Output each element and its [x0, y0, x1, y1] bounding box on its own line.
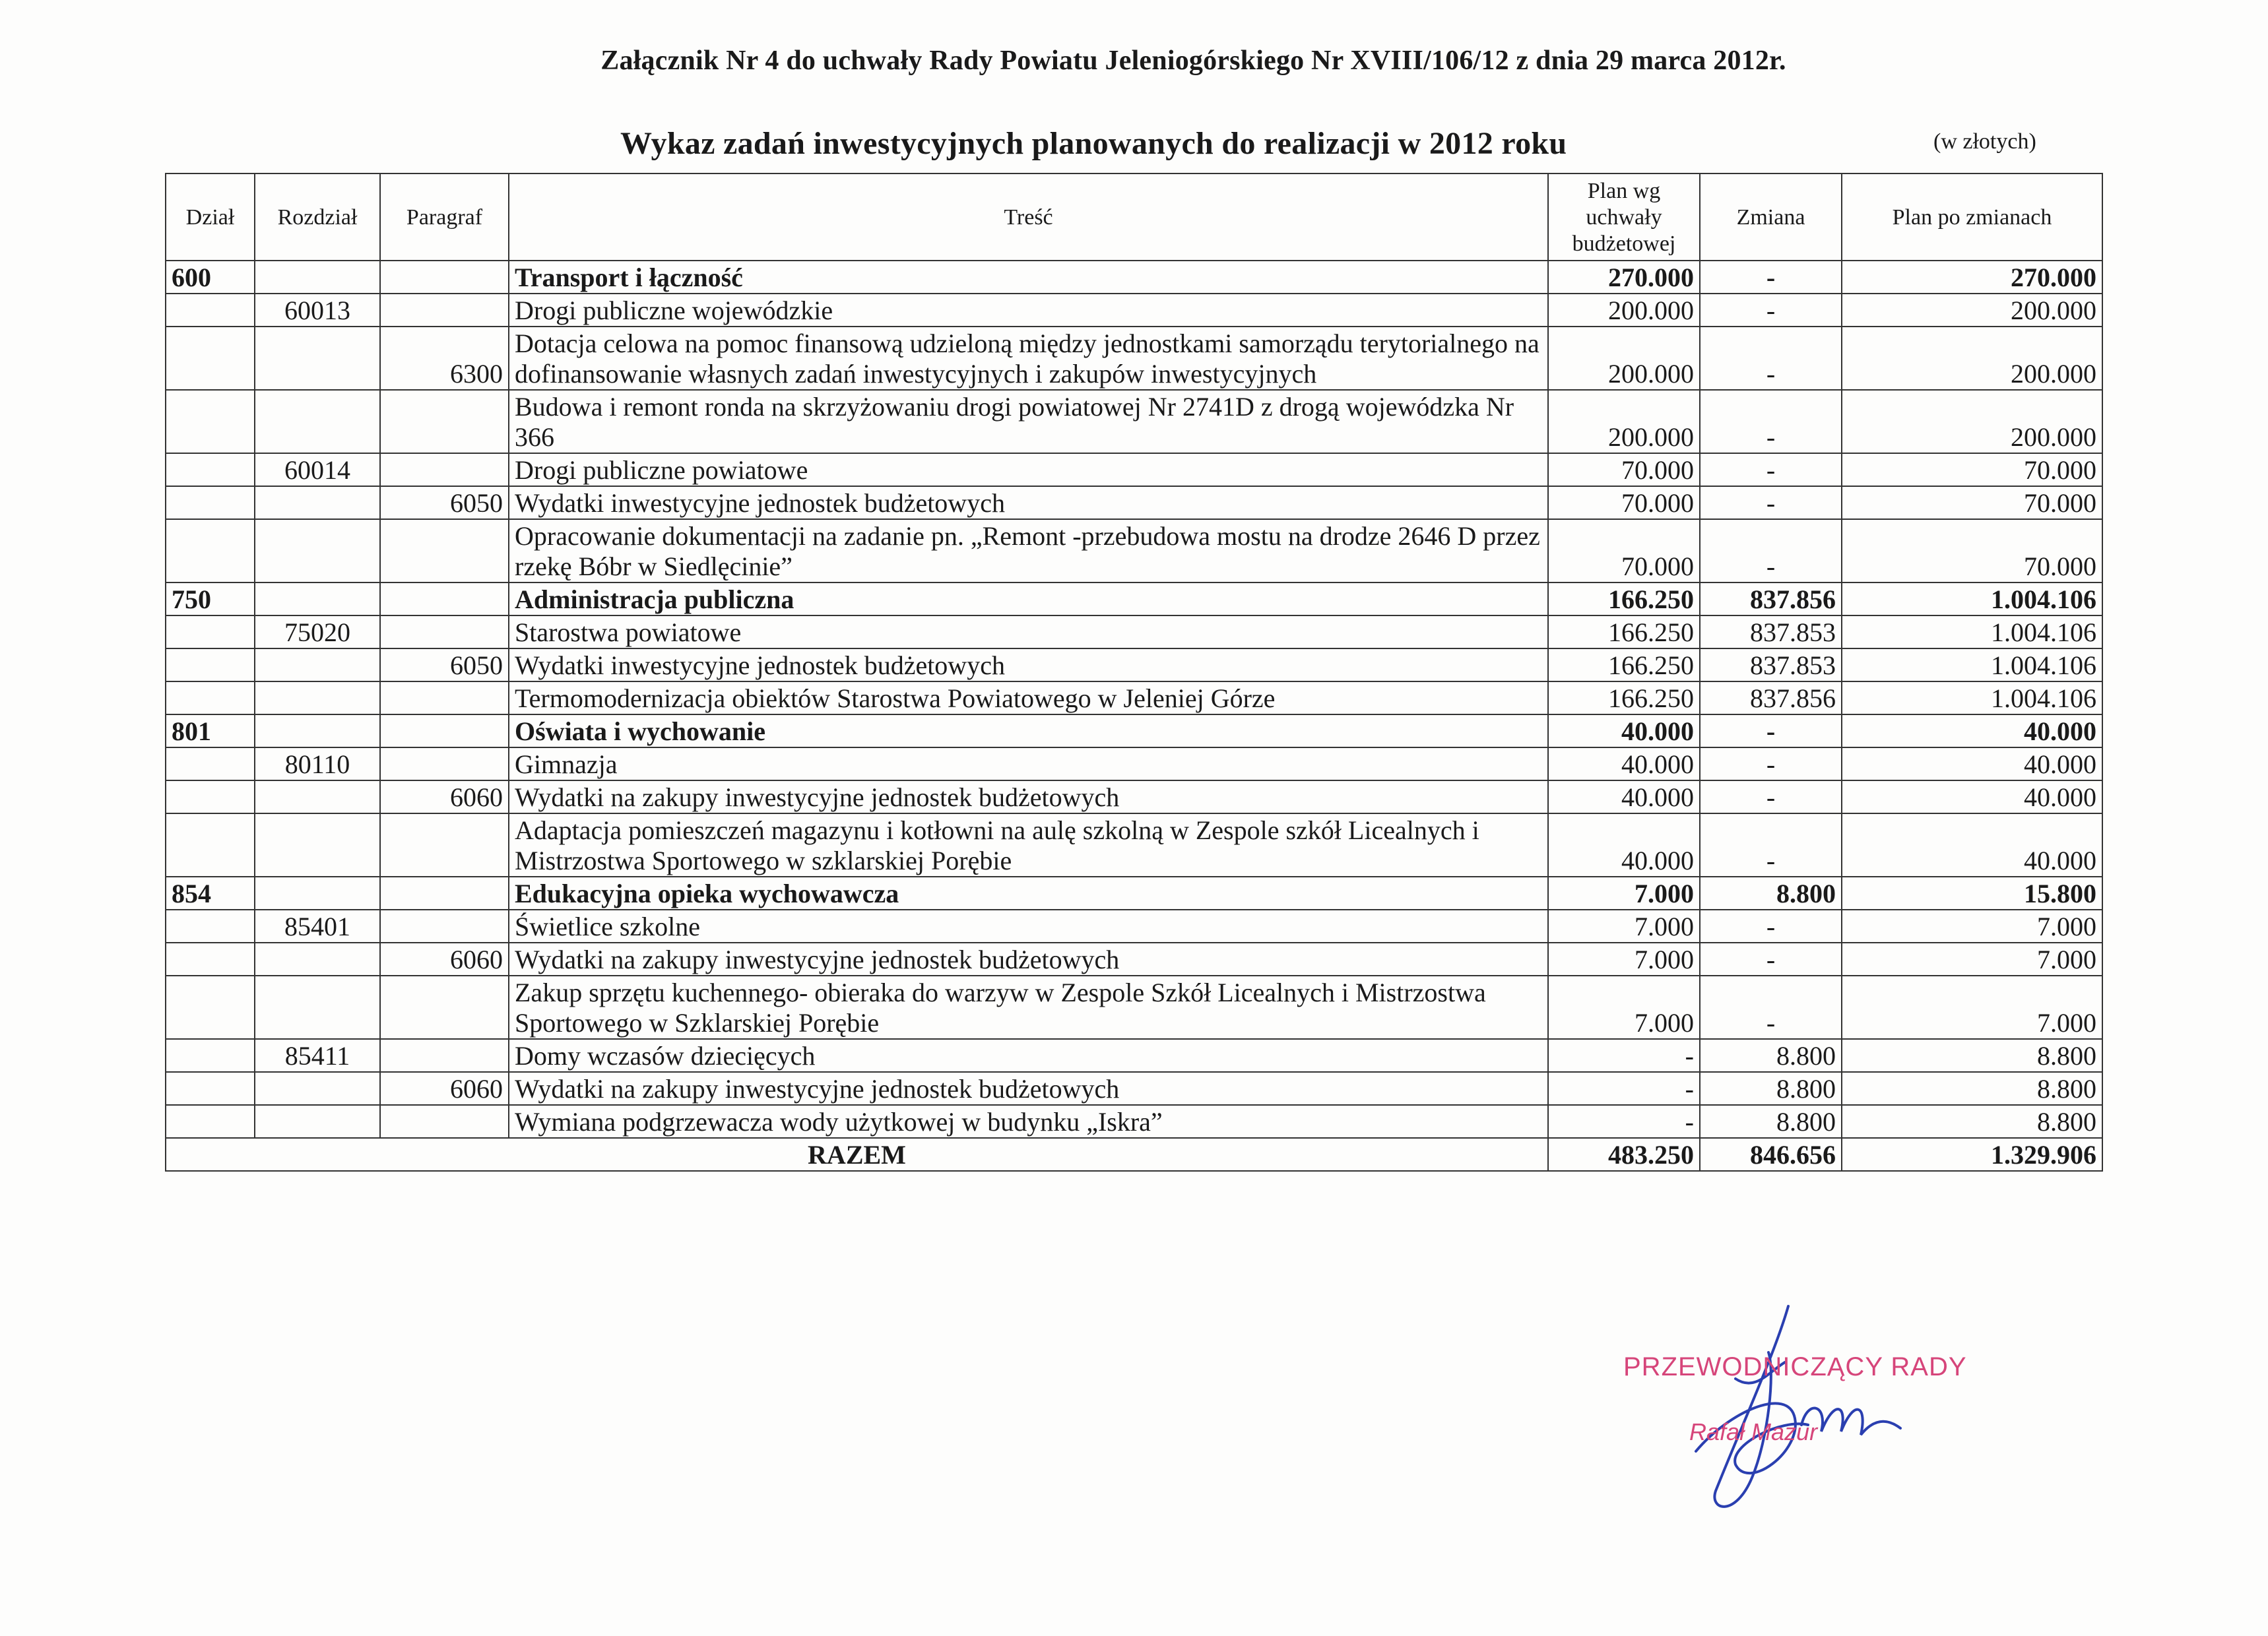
- cell-dzial: [166, 976, 255, 1039]
- cell-dzial: [166, 813, 255, 877]
- table-row: [166, 714, 2102, 747]
- cell-rozdzial: [255, 1105, 380, 1138]
- cell-dzial: [166, 294, 255, 327]
- cell-paragraf: [380, 714, 509, 747]
- table-row: [166, 780, 2102, 813]
- cell-tresc: Wydatki na zakupy inwestycyjne jednostek budżetowych: [509, 943, 1548, 976]
- cell-po-zmianach: 40.000: [1842, 813, 2102, 877]
- cell-plan: 7.000: [1548, 943, 1700, 976]
- signature-stroke: [1696, 1306, 1900, 1507]
- cell-plan: 166.250: [1548, 648, 1700, 681]
- cell-paragraf: 6050: [380, 486, 509, 519]
- cell-po-zmianach: 1.004.106: [1842, 615, 2102, 648]
- cell-po-zmianach: 200.000: [1842, 390, 2102, 453]
- header-tresc: Treść: [509, 173, 1548, 261]
- table-row: [166, 327, 2102, 390]
- cell-zmiana: 8.800: [1700, 1039, 1842, 1072]
- cell-zmiana: 8.800: [1700, 1072, 1842, 1105]
- table-row: [166, 681, 2102, 714]
- cell-plan: 166.250: [1548, 615, 1700, 648]
- table-row: [166, 453, 2102, 486]
- table-row: [166, 519, 2102, 582]
- header-plan-po-zmianach: Plan po zmianach: [1842, 173, 2102, 261]
- document-title: Wykaz zadań inwestycyjnych planowanych do realizacji w 2012 roku: [620, 126, 1567, 161]
- cell-dzial: [166, 486, 255, 519]
- cell-zmiana: -: [1700, 294, 1842, 327]
- cell-tresc: Adaptacja pomieszczeń magazynu i kotłowni na aulę szkolną w Zespole szkół Licealnych i Mistrzostwa Sportowego w szklarskiej Porębie: [509, 813, 1548, 877]
- cell-rozdzial: [255, 780, 380, 813]
- table-row: [166, 1039, 2102, 1072]
- cell-rozdzial: 75020: [255, 615, 380, 648]
- cell-plan: 200.000: [1548, 294, 1700, 327]
- total-po-zmianach: 1.329.906: [1842, 1138, 2102, 1171]
- cell-rozdzial: [255, 486, 380, 519]
- total-row: [166, 1138, 2102, 1171]
- stamp-role: PRZEWODNICZĄCY RADY: [1623, 1352, 1967, 1381]
- header-dzial: Dział: [166, 173, 255, 261]
- cell-tresc: Edukacyjna opieka wychowawcza: [509, 877, 1548, 910]
- budget-table: [165, 173, 2103, 1172]
- cell-zmiana: -: [1700, 519, 1842, 582]
- cell-dzial: [166, 453, 255, 486]
- cell-dzial: 750: [166, 582, 255, 615]
- unit-note: (w złotych): [1933, 129, 2036, 154]
- cell-po-zmianach: 200.000: [1842, 294, 2102, 327]
- cell-po-zmianach: 8.800: [1842, 1072, 2102, 1105]
- cell-po-zmianach: 40.000: [1842, 747, 2102, 780]
- cell-zmiana: -: [1700, 453, 1842, 486]
- cell-dzial: [166, 615, 255, 648]
- cell-tresc: Oświata i wychowanie: [509, 714, 1548, 747]
- cell-paragraf: 6060: [380, 943, 509, 976]
- cell-tresc: Termomodernizacja obiektów Starostwa Powiatowego w Jeleniej Górze: [509, 681, 1548, 714]
- cell-paragraf: [380, 813, 509, 877]
- table-row: [166, 1105, 2102, 1138]
- cell-plan: -: [1548, 1072, 1700, 1105]
- cell-paragraf: [380, 453, 509, 486]
- table-row: [166, 910, 2102, 943]
- cell-rozdzial: [255, 582, 380, 615]
- cell-rozdzial: [255, 327, 380, 390]
- cell-paragraf: [380, 615, 509, 648]
- cell-zmiana: -: [1700, 486, 1842, 519]
- cell-plan: 7.000: [1548, 910, 1700, 943]
- cell-dzial: [166, 943, 255, 976]
- table-row: [166, 615, 2102, 648]
- table-row: [166, 294, 2102, 327]
- cell-plan: 270.000: [1548, 261, 1700, 294]
- cell-tresc: Świetlice szkolne: [509, 910, 1548, 943]
- cell-zmiana: -: [1700, 261, 1842, 294]
- cell-dzial: 854: [166, 877, 255, 910]
- cell-plan: 166.250: [1548, 582, 1700, 615]
- stamp-name: Rafał Mazur: [1689, 1418, 1818, 1445]
- cell-zmiana: -: [1700, 327, 1842, 390]
- table-row: [166, 582, 2102, 615]
- cell-plan: 200.000: [1548, 327, 1700, 390]
- cell-tresc: Wydatki na zakupy inwestycyjne jednostek budżetowych: [509, 1072, 1548, 1105]
- cell-dzial: [166, 747, 255, 780]
- cell-zmiana: -: [1700, 813, 1842, 877]
- cell-plan: 200.000: [1548, 390, 1700, 453]
- cell-po-zmianach: 200.000: [1842, 327, 2102, 390]
- cell-rozdzial: [255, 648, 380, 681]
- cell-dzial: [166, 681, 255, 714]
- cell-zmiana: 837.853: [1700, 648, 1842, 681]
- cell-tresc: Wymiana podgrzewacza wody użytkowej w budynku „Iskra”: [509, 1105, 1548, 1138]
- cell-dzial: [166, 780, 255, 813]
- cell-paragraf: [380, 519, 509, 582]
- cell-dzial: [166, 1072, 255, 1105]
- cell-po-zmianach: 70.000: [1842, 453, 2102, 486]
- cell-po-zmianach: 15.800: [1842, 877, 2102, 910]
- table-row: [166, 1072, 2102, 1105]
- total-zmiana: 846.656: [1700, 1138, 1842, 1171]
- cell-plan: 70.000: [1548, 453, 1700, 486]
- cell-po-zmianach: 270.000: [1842, 261, 2102, 294]
- cell-rozdzial: [255, 519, 380, 582]
- cell-po-zmianach: 1.004.106: [1842, 582, 2102, 615]
- cell-tresc: Drogi publiczne powiatowe: [509, 453, 1548, 486]
- cell-plan: 166.250: [1548, 681, 1700, 714]
- table-row: [166, 747, 2102, 780]
- cell-plan: 70.000: [1548, 519, 1700, 582]
- cell-paragraf: [380, 910, 509, 943]
- cell-paragraf: [380, 582, 509, 615]
- cell-rozdzial: [255, 877, 380, 910]
- cell-po-zmianach: 40.000: [1842, 780, 2102, 813]
- cell-tresc: Dotacja celowa na pomoc finansową udzieloną między jednostkami samorządu terytorialnego na dofinansowanie własnych zadań inwestycyjnych i zakupów inwestycyjnych: [509, 327, 1548, 390]
- cell-paragraf: [380, 877, 509, 910]
- cell-tresc: Zakup sprzętu kuchennego- obieraka do warzyw w Zespole Szkół Licealnych i Mistrzostwa Sportowego w Szklarskiej Porębie: [509, 976, 1548, 1039]
- cell-zmiana: -: [1700, 714, 1842, 747]
- cell-tresc: Domy wczasów dziecięcych: [509, 1039, 1548, 1072]
- cell-plan: 70.000: [1548, 486, 1700, 519]
- cell-zmiana: 837.856: [1700, 582, 1842, 615]
- cell-dzial: 801: [166, 714, 255, 747]
- table-row: [166, 976, 2102, 1039]
- signature: [1636, 1293, 1914, 1530]
- cell-rozdzial: [255, 261, 380, 294]
- cell-paragraf: [380, 1105, 509, 1138]
- cell-plan: 40.000: [1548, 714, 1700, 747]
- cell-rozdzial: 60013: [255, 294, 380, 327]
- cell-tresc: Gimnazja: [509, 747, 1548, 780]
- cell-dzial: [166, 910, 255, 943]
- cell-tresc: Starostwa powiatowe: [509, 615, 1548, 648]
- cell-tresc: Drogi publiczne wojewódzkie: [509, 294, 1548, 327]
- cell-zmiana: -: [1700, 976, 1842, 1039]
- cell-tresc: Administracja publiczna: [509, 582, 1548, 615]
- table-row: [166, 877, 2102, 910]
- header-zmiana: Zmiana: [1700, 173, 1842, 261]
- cell-rozdzial: [255, 1072, 380, 1105]
- cell-zmiana: 837.856: [1700, 681, 1842, 714]
- cell-dzial: 600: [166, 261, 255, 294]
- cell-zmiana: 8.800: [1700, 877, 1842, 910]
- cell-zmiana: -: [1700, 943, 1842, 976]
- table-row: [166, 813, 2102, 877]
- cell-plan: -: [1548, 1105, 1700, 1138]
- cell-plan: 7.000: [1548, 976, 1700, 1039]
- cell-paragraf: [380, 261, 509, 294]
- cell-dzial: [166, 519, 255, 582]
- cell-plan: 40.000: [1548, 813, 1700, 877]
- cell-dzial: [166, 390, 255, 453]
- table-row: [166, 261, 2102, 294]
- cell-zmiana: 8.800: [1700, 1105, 1842, 1138]
- cell-paragraf: 6060: [380, 780, 509, 813]
- cell-dzial: [166, 1105, 255, 1138]
- cell-paragraf: [380, 681, 509, 714]
- cell-dzial: [166, 648, 255, 681]
- cell-rozdzial: 80110: [255, 747, 380, 780]
- cell-paragraf: 6050: [380, 648, 509, 681]
- cell-plan: -: [1548, 1039, 1700, 1072]
- cell-rozdzial: 85411: [255, 1039, 380, 1072]
- cell-rozdzial: [255, 943, 380, 976]
- cell-po-zmianach: 7.000: [1842, 943, 2102, 976]
- cell-po-zmianach: 40.000: [1842, 714, 2102, 747]
- cell-tresc: Wydatki inwestycyjne jednostek budżetowych: [509, 486, 1548, 519]
- cell-paragraf: 6060: [380, 1072, 509, 1105]
- cell-rozdzial: [255, 714, 380, 747]
- cell-po-zmianach: 8.800: [1842, 1105, 2102, 1138]
- cell-rozdzial: [255, 390, 380, 453]
- table-row: [166, 648, 2102, 681]
- cell-paragraf: [380, 294, 509, 327]
- cell-paragraf: [380, 747, 509, 780]
- header-plan-wg-uchwaly: Plan wg uchwały budżetowej: [1548, 173, 1700, 261]
- cell-po-zmianach: 7.000: [1842, 976, 2102, 1039]
- cell-po-zmianach: 70.000: [1842, 486, 2102, 519]
- cell-po-zmianach: 7.000: [1842, 910, 2102, 943]
- table-row: [166, 943, 2102, 976]
- cell-plan: 40.000: [1548, 780, 1700, 813]
- cell-paragraf: [380, 976, 509, 1039]
- cell-rozdzial: 85401: [255, 910, 380, 943]
- cell-po-zmianach: 8.800: [1842, 1039, 2102, 1072]
- table-row: [166, 390, 2102, 453]
- cell-rozdzial: [255, 681, 380, 714]
- table-row: [166, 486, 2102, 519]
- cell-po-zmianach: 1.004.106: [1842, 681, 2102, 714]
- cell-tresc: Wydatki na zakupy inwestycyjne jednostek budżetowych: [509, 780, 1548, 813]
- cell-plan: 7.000: [1548, 877, 1700, 910]
- cell-tresc: Budowa i remont ronda na skrzyżowaniu drogi powiatowej Nr 2741D z drogą wojewódzka Nr 366: [509, 390, 1548, 453]
- cell-zmiana: -: [1700, 390, 1842, 453]
- table-body: [166, 261, 2102, 1138]
- cell-zmiana: -: [1700, 747, 1842, 780]
- cell-zmiana: -: [1700, 910, 1842, 943]
- document-heading: Załącznik Nr 4 do uchwały Rady Powiatu Jeleniogórskiego Nr XVIII/106/12 z dnia 29 marca 2012r.: [600, 46, 1786, 76]
- cell-dzial: [166, 327, 255, 390]
- total-plan: 483.250: [1548, 1138, 1700, 1171]
- cell-zmiana: -: [1700, 780, 1842, 813]
- cell-paragraf: [380, 390, 509, 453]
- header-paragraf: Paragraf: [380, 173, 509, 261]
- cell-paragraf: [380, 1039, 509, 1072]
- cell-zmiana: 837.853: [1700, 615, 1842, 648]
- cell-tresc: Transport i łączność: [509, 261, 1548, 294]
- cell-tresc: Wydatki inwestycyjne jednostek budżetowych: [509, 648, 1548, 681]
- cell-paragraf: 6300: [380, 327, 509, 390]
- total-label: RAZEM: [166, 1138, 1548, 1171]
- cell-po-zmianach: 70.000: [1842, 519, 2102, 582]
- header-rozdzial: Rozdział: [255, 173, 380, 261]
- cell-dzial: [166, 1039, 255, 1072]
- cell-rozdzial: [255, 813, 380, 877]
- cell-rozdzial: 60014: [255, 453, 380, 486]
- cell-plan: 40.000: [1548, 747, 1700, 780]
- cell-po-zmianach: 1.004.106: [1842, 648, 2102, 681]
- cell-tresc: Opracowanie dokumentacji na zadanie pn. „Remont -przebudowa mostu na drodze 2646 D przez rzekę Bóbr w Siedlęcinie”: [509, 519, 1548, 582]
- table-header-row: [166, 173, 2102, 261]
- cell-rozdzial: [255, 976, 380, 1039]
